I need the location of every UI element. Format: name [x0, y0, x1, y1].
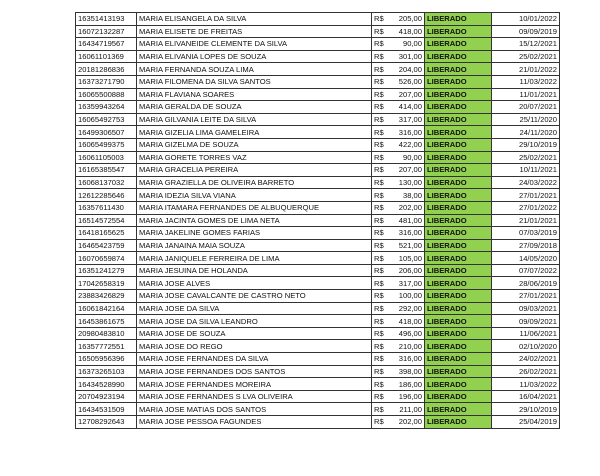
row-name-cell: MARIA GRACELIA PEREIRA: [137, 164, 372, 177]
row-id-cell: 16434719567: [76, 38, 137, 51]
row-status-cell: LIBERADO: [425, 88, 492, 101]
row-id-cell: 16357772551: [76, 340, 137, 353]
row-amount-cell: 196,00: [386, 390, 425, 403]
row-date-cell: 16/04/2021: [492, 390, 560, 403]
table-row: [76, 25, 560, 38]
row-currency-cell: R$: [372, 75, 387, 88]
table-row: [76, 126, 560, 139]
row-status-cell: LIBERADO: [425, 38, 492, 51]
table-row: [76, 101, 560, 114]
row-id-cell: 16065500888: [76, 88, 137, 101]
row-id-cell: 16434528990: [76, 378, 137, 391]
row-currency-cell: R$: [372, 38, 387, 51]
table-row: [76, 252, 560, 265]
row-name-cell: MARIA FILOMENA DA SILVA SANTOS: [137, 75, 372, 88]
row-status-cell: LIBERADO: [425, 75, 492, 88]
row-amount-cell: 100,00: [386, 290, 425, 303]
row-date-cell: 10/01/2022: [492, 13, 560, 26]
table-row: [76, 88, 560, 101]
row-amount-cell: 202,00: [386, 201, 425, 214]
table-row: [76, 327, 560, 340]
row-status-cell: LIBERADO: [425, 25, 492, 38]
table-row: [76, 176, 560, 189]
table-row: [76, 416, 560, 429]
row-date-cell: 11/06/2021: [492, 327, 560, 340]
table-row: [76, 63, 560, 76]
row-status-cell: LIBERADO: [425, 390, 492, 403]
row-date-cell: 25/11/2020: [492, 113, 560, 126]
row-id-cell: 20181286836: [76, 63, 137, 76]
table-row: [76, 164, 560, 177]
row-currency-cell: R$: [372, 101, 387, 114]
row-currency-cell: R$: [372, 264, 387, 277]
row-currency-cell: R$: [372, 227, 387, 240]
row-currency-cell: R$: [372, 378, 387, 391]
row-name-cell: MARIA ELIVANIA LOPES DE SOUZA: [137, 50, 372, 63]
row-status-cell: LIBERADO: [425, 302, 492, 315]
row-name-cell: MARIA GRAZIELLA DE OLIVEIRA BARRETO: [137, 176, 372, 189]
row-name-cell: MARIA JOSE DE SOUZA: [137, 327, 372, 340]
row-amount-cell: 105,00: [386, 252, 425, 265]
row-amount-cell: 481,00: [386, 214, 425, 227]
row-currency-cell: R$: [372, 13, 387, 26]
row-name-cell: MARIA ELIVANEIDE CLEMENTE DA SILVA: [137, 38, 372, 51]
row-amount-cell: 521,00: [386, 239, 425, 252]
row-name-cell: MARIA ELISANGELA DA SILVA: [137, 13, 372, 26]
row-id-cell: 17042658319: [76, 277, 137, 290]
row-date-cell: 09/09/2021: [492, 315, 560, 328]
row-id-cell: 12708292643: [76, 416, 137, 429]
row-amount-cell: 207,00: [386, 164, 425, 177]
row-name-cell: MARIA JOSE FERNANDES DOS SANTOS: [137, 365, 372, 378]
row-date-cell: 29/10/2019: [492, 403, 560, 416]
row-amount-cell: 90,00: [386, 38, 425, 51]
row-status-cell: LIBERADO: [425, 340, 492, 353]
row-amount-cell: 418,00: [386, 25, 425, 38]
row-date-cell: 09/03/2021: [492, 302, 560, 315]
row-amount-cell: 496,00: [386, 327, 425, 340]
row-name-cell: MARIA JACINTA GOMES DE LIMA NETA: [137, 214, 372, 227]
table-row: [76, 378, 560, 391]
beneficiary-table: [75, 12, 560, 429]
row-status-cell: LIBERADO: [425, 264, 492, 277]
row-date-cell: 02/10/2020: [492, 340, 560, 353]
row-status-cell: LIBERADO: [425, 378, 492, 391]
row-amount-cell: 202,00: [386, 416, 425, 429]
table-row: [76, 75, 560, 88]
row-currency-cell: R$: [372, 25, 387, 38]
row-date-cell: 25/04/2019: [492, 416, 560, 429]
row-status-cell: LIBERADO: [425, 365, 492, 378]
row-amount-cell: 316,00: [386, 126, 425, 139]
row-name-cell: MARIA JOSE FERNANDES DA SILVA: [137, 353, 372, 366]
table-row: [76, 353, 560, 366]
table-row: [76, 50, 560, 63]
row-id-cell: 16072132287: [76, 25, 137, 38]
row-name-cell: MARIA GORETE TORRES VAZ: [137, 151, 372, 164]
row-currency-cell: R$: [372, 113, 387, 126]
row-date-cell: 27/01/2022: [492, 201, 560, 214]
row-date-cell: 24/03/2022: [492, 176, 560, 189]
table-body: [76, 13, 560, 429]
row-amount-cell: 292,00: [386, 302, 425, 315]
table-row: [76, 302, 560, 315]
row-currency-cell: R$: [372, 327, 387, 340]
row-currency-cell: R$: [372, 340, 387, 353]
table-row: [76, 138, 560, 151]
row-status-cell: LIBERADO: [425, 277, 492, 290]
row-currency-cell: R$: [372, 63, 387, 76]
row-date-cell: 27/09/2018: [492, 239, 560, 252]
row-date-cell: 07/03/2019: [492, 227, 560, 240]
row-status-cell: LIBERADO: [425, 151, 492, 164]
row-id-cell: 20980483810: [76, 327, 137, 340]
row-amount-cell: 418,00: [386, 315, 425, 328]
row-status-cell: LIBERADO: [425, 101, 492, 114]
row-currency-cell: R$: [372, 290, 387, 303]
row-id-cell: 16068137032: [76, 176, 137, 189]
row-date-cell: 27/01/2021: [492, 189, 560, 202]
row-amount-cell: 186,00: [386, 378, 425, 391]
row-date-cell: 26/02/2021: [492, 365, 560, 378]
row-status-cell: LIBERADO: [425, 252, 492, 265]
row-amount-cell: 130,00: [386, 176, 425, 189]
row-name-cell: MARIA GILVANIA LEITE DA SILVA: [137, 113, 372, 126]
row-date-cell: 14/05/2020: [492, 252, 560, 265]
row-date-cell: 27/01/2021: [492, 290, 560, 303]
row-name-cell: MARIA ITAMARA FERNANDES DE ALBUQUERQUE: [137, 201, 372, 214]
table-row: [76, 13, 560, 26]
row-name-cell: MARIA GERALDA DE SOUZA: [137, 101, 372, 114]
row-currency-cell: R$: [372, 50, 387, 63]
table-row: [76, 340, 560, 353]
row-id-cell: 16061101369: [76, 50, 137, 63]
row-id-cell: 16359943264: [76, 101, 137, 114]
row-name-cell: MARIA JOSE MATIAS DOS SANTOS: [137, 403, 372, 416]
row-amount-cell: 301,00: [386, 50, 425, 63]
table-row: [76, 403, 560, 416]
row-name-cell: MARIA JOSE FERNANDES S LVA OLIVEIRA: [137, 390, 372, 403]
row-id-cell: 16499306507: [76, 126, 137, 139]
row-name-cell: MARIA FERNANDA SOUZA LIMA: [137, 63, 372, 76]
row-date-cell: 11/03/2022: [492, 378, 560, 391]
row-amount-cell: 205,00: [386, 13, 425, 26]
table-row: [76, 201, 560, 214]
table-row: [76, 151, 560, 164]
row-name-cell: MARIA IDEZIA SILVA VIANA: [137, 189, 372, 202]
row-status-cell: LIBERADO: [425, 63, 492, 76]
row-status-cell: LIBERADO: [425, 126, 492, 139]
row-id-cell: 16070659874: [76, 252, 137, 265]
row-currency-cell: R$: [372, 239, 387, 252]
row-amount-cell: 210,00: [386, 340, 425, 353]
table-row: [76, 227, 560, 240]
row-currency-cell: R$: [372, 164, 387, 177]
row-amount-cell: 206,00: [386, 264, 425, 277]
row-date-cell: 11/01/2021: [492, 88, 560, 101]
row-id-cell: 16434531509: [76, 403, 137, 416]
row-date-cell: 10/11/2021: [492, 164, 560, 177]
row-name-cell: MARIA ELISETE DE FREITAS: [137, 25, 372, 38]
row-currency-cell: R$: [372, 252, 387, 265]
row-status-cell: LIBERADO: [425, 50, 492, 63]
row-amount-cell: 422,00: [386, 138, 425, 151]
row-id-cell: 16373265103: [76, 365, 137, 378]
table-row: [76, 189, 560, 202]
row-amount-cell: 38,00: [386, 189, 425, 202]
row-date-cell: 25/02/2021: [492, 151, 560, 164]
row-currency-cell: R$: [372, 151, 387, 164]
row-name-cell: MARIA GIZELIA LIMA GAMELEIRA: [137, 126, 372, 139]
row-name-cell: MARIA JOSE CAVALCANTE DE CASTRO NETO: [137, 290, 372, 303]
row-amount-cell: 90,00: [386, 151, 425, 164]
row-name-cell: MARIA JOSE PESSOA FAGUNDES: [137, 416, 372, 429]
row-status-cell: LIBERADO: [425, 290, 492, 303]
row-id-cell: 16514572554: [76, 214, 137, 227]
row-status-cell: LIBERADO: [425, 113, 492, 126]
row-name-cell: MARIA JOSE ALVES: [137, 277, 372, 290]
row-id-cell: 16351241279: [76, 264, 137, 277]
row-currency-cell: R$: [372, 88, 387, 101]
row-currency-cell: R$: [372, 201, 387, 214]
row-date-cell: 15/12/2021: [492, 38, 560, 51]
row-currency-cell: R$: [372, 403, 387, 416]
row-currency-cell: R$: [372, 189, 387, 202]
row-id-cell: 16505956396: [76, 353, 137, 366]
row-amount-cell: 316,00: [386, 353, 425, 366]
row-id-cell: 16065499375: [76, 138, 137, 151]
table-row: [76, 390, 560, 403]
row-currency-cell: R$: [372, 138, 387, 151]
row-amount-cell: 204,00: [386, 63, 425, 76]
row-amount-cell: 414,00: [386, 101, 425, 114]
row-status-cell: LIBERADO: [425, 138, 492, 151]
row-currency-cell: R$: [372, 302, 387, 315]
row-name-cell: MARIA JAKELINE GOMES FARIAS: [137, 227, 372, 240]
row-date-cell: 21/01/2022: [492, 63, 560, 76]
row-name-cell: MARIA JOSE FERNANDES MOREIRA: [137, 378, 372, 391]
row-date-cell: 24/11/2020: [492, 126, 560, 139]
row-id-cell: 20704923194: [76, 390, 137, 403]
row-date-cell: 28/06/2019: [492, 277, 560, 290]
row-status-cell: LIBERADO: [425, 403, 492, 416]
row-date-cell: 25/02/2021: [492, 50, 560, 63]
row-id-cell: 16465423759: [76, 239, 137, 252]
row-date-cell: 07/07/2022: [492, 264, 560, 277]
row-amount-cell: 207,00: [386, 88, 425, 101]
row-status-cell: LIBERADO: [425, 164, 492, 177]
row-name-cell: MARIA JESUINA DE HOLANDA: [137, 264, 372, 277]
table-row: [76, 264, 560, 277]
row-date-cell: 21/01/2021: [492, 214, 560, 227]
table-row: [76, 239, 560, 252]
row-status-cell: LIBERADO: [425, 327, 492, 340]
row-id-cell: 16351413193: [76, 13, 137, 26]
row-status-cell: LIBERADO: [425, 201, 492, 214]
row-amount-cell: 398,00: [386, 365, 425, 378]
row-status-cell: LIBERADO: [425, 214, 492, 227]
row-currency-cell: R$: [372, 390, 387, 403]
row-status-cell: LIBERADO: [425, 189, 492, 202]
row-currency-cell: R$: [372, 214, 387, 227]
table-row: [76, 315, 560, 328]
row-status-cell: LIBERADO: [425, 416, 492, 429]
row-id-cell: 16165385547: [76, 164, 137, 177]
row-currency-cell: R$: [372, 365, 387, 378]
row-amount-cell: 316,00: [386, 227, 425, 240]
row-name-cell: MARIA GIZELMA DE SOUZA: [137, 138, 372, 151]
row-amount-cell: 526,00: [386, 75, 425, 88]
table-row: [76, 214, 560, 227]
row-status-cell: LIBERADO: [425, 239, 492, 252]
row-id-cell: 23883426829: [76, 290, 137, 303]
row-id-cell: 16418165625: [76, 227, 137, 240]
row-name-cell: MARIA JOSE DO REGO: [137, 340, 372, 353]
row-name-cell: MARIA JANIQUELE FERREIRA DE LIMA: [137, 252, 372, 265]
row-currency-cell: R$: [372, 176, 387, 189]
row-name-cell: MARIA JOSE DA SILVA LEANDRO: [137, 315, 372, 328]
table-row: [76, 290, 560, 303]
row-id-cell: 16061105003: [76, 151, 137, 164]
row-currency-cell: R$: [372, 277, 387, 290]
row-status-cell: LIBERADO: [425, 13, 492, 26]
row-id-cell: 16065492753: [76, 113, 137, 126]
row-currency-cell: R$: [372, 126, 387, 139]
row-status-cell: LIBERADO: [425, 227, 492, 240]
table-row: [76, 38, 560, 51]
table-row: [76, 277, 560, 290]
row-id-cell: 16061842164: [76, 302, 137, 315]
row-id-cell: 12612285646: [76, 189, 137, 202]
row-name-cell: MARIA JANAINA MAIA SOUZA: [137, 239, 372, 252]
row-name-cell: MARIA JOSE DA SILVA: [137, 302, 372, 315]
row-currency-cell: R$: [372, 315, 387, 328]
row-currency-cell: R$: [372, 416, 387, 429]
row-date-cell: 24/02/2021: [492, 353, 560, 366]
row-amount-cell: 317,00: [386, 113, 425, 126]
row-currency-cell: R$: [372, 353, 387, 366]
row-date-cell: 20/07/2021: [492, 101, 560, 114]
row-id-cell: 16373271790: [76, 75, 137, 88]
row-amount-cell: 211,00: [386, 403, 425, 416]
row-date-cell: 29/10/2019: [492, 138, 560, 151]
table-row: [76, 365, 560, 378]
row-status-cell: LIBERADO: [425, 353, 492, 366]
table-row: [76, 113, 560, 126]
row-date-cell: 11/03/2022: [492, 75, 560, 88]
row-id-cell: 16357611430: [76, 201, 137, 214]
row-id-cell: 16453861675: [76, 315, 137, 328]
row-status-cell: LIBERADO: [425, 176, 492, 189]
row-date-cell: 09/09/2019: [492, 25, 560, 38]
row-status-cell: LIBERADO: [425, 315, 492, 328]
row-name-cell: MARIA FLAVIANA SOARES: [137, 88, 372, 101]
row-amount-cell: 317,00: [386, 277, 425, 290]
